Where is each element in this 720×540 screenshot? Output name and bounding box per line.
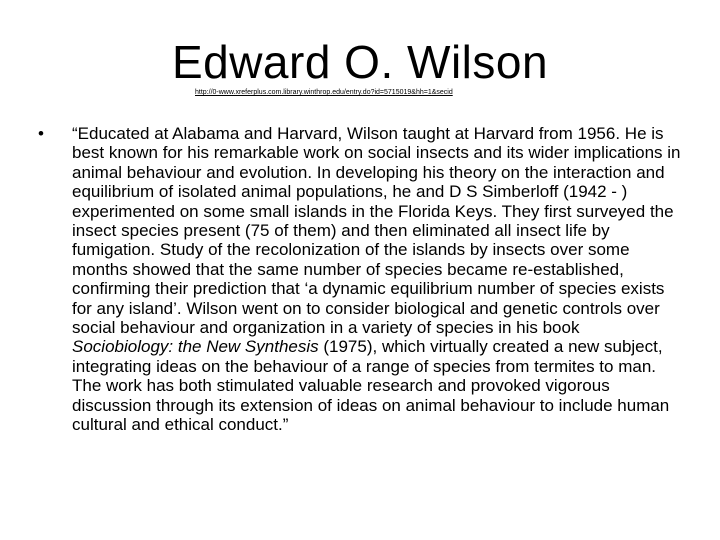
quote-text-part-2: (1975), which virtually created a new subject, integrating ideas on the behaviour of a range of species from termites to man. The work has both stimulated valuable research and provoked vigorous discussion through its extension of ideas on animal behaviour to include human cultural and ethical conduct.” — [72, 337, 670, 435]
bullet-text — [72, 124, 684, 435]
slide-title: Edward O. Wilson — [171, 36, 549, 88]
source-link[interactable]: http://0-www.xreferplus.com.library.winthrop.edu/entry.do?id=5715019&hh=1&secid — [195, 89, 453, 96]
bullet-item — [38, 124, 688, 435]
book-title: Sociobiology: the New Synthesis — [72, 337, 319, 357]
bullet-marker: • — [38, 124, 44, 143]
quote-text-part-1: “Educated at Alabama and Harvard, Wilson taught at Harvard from 1956. He is best known for his remarkable work on social insects and its wider implications in animal behaviour and evolution. In developing his theory on the interaction and equilibrium of isolated animal populations, he and D S Simberloff (1942 - ) experimented on some small islands in the Florida Keys. They first surveyed the insect species present (75 of them) and then eliminated all insect life by fumigation. Study of the recolonization of the islands by insects over some months showed that the same number of species became re-established, confirming their prediction that ‘a dynamic equilibrium number of species exists for any island’. Wilson went on to consider biological and genetic controls over social behaviour and organization in a variety of species in his book — [72, 124, 681, 338]
